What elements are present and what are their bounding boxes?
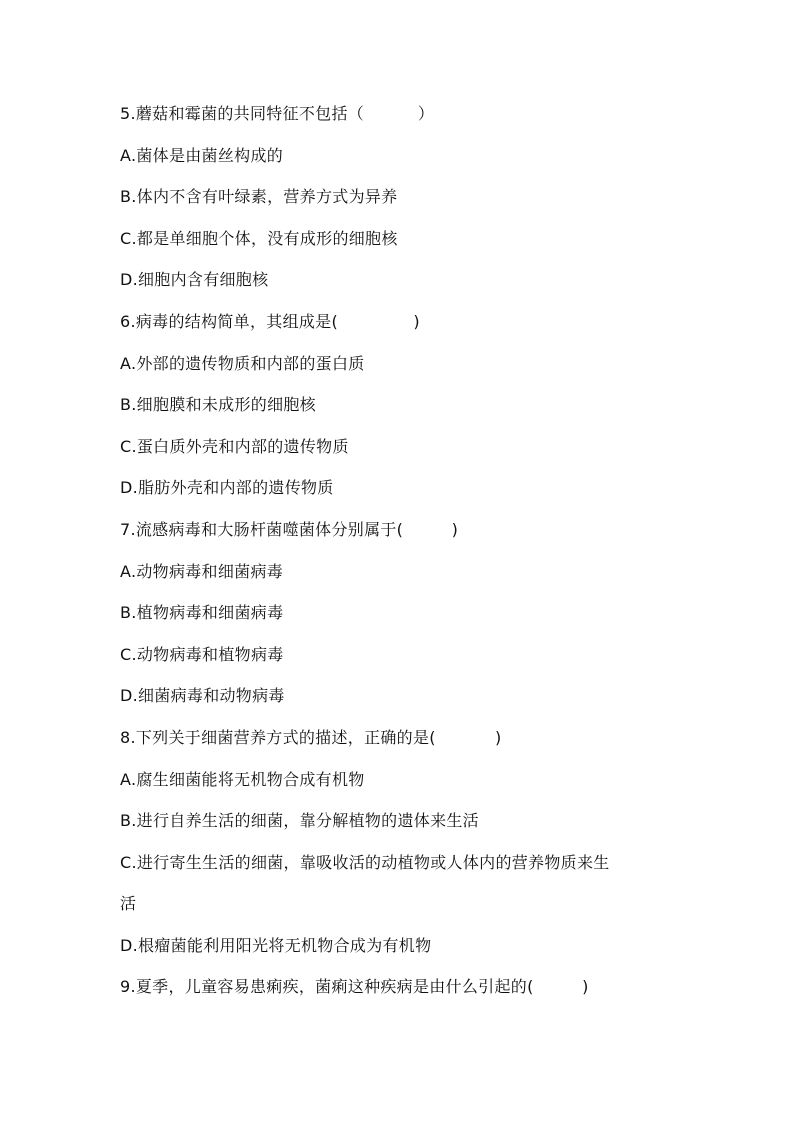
question-6-option-a: A.外部的遗传物质和内部的蛋白质 <box>120 353 365 373</box>
question-5-option-c: C.都是单细胞个体，没有成形的细胞核 <box>120 228 398 248</box>
question-6-option-d: D.脂肪外壳和内部的遗传物质 <box>120 478 334 498</box>
question-8-option-d: D.根瘤菌能利用阳光将无机物合成为有机物 <box>120 935 432 955</box>
question-9-stem: 9.夏季，儿童容易患痢疾，菌痢这种疾病是由什么引起的( ) <box>120 977 589 997</box>
question-8-option-a: A.腐生细菌能将无机物合成有机物 <box>120 769 365 789</box>
question-5-option-b: B.体内不含有叶绿素，营养方式为异养 <box>120 187 398 207</box>
question-5-option-d: D.细胞内含有细胞核 <box>120 270 269 290</box>
question-8-stem: 8.下列关于细菌营养方式的描述，正确的是( ) <box>120 727 502 747</box>
question-7-option-d: D.细菌病毒和动物病毒 <box>120 686 285 706</box>
question-7-stem: 7.流感病毒和大肠杆菌噬菌体分别属于( ) <box>120 519 459 539</box>
question-8-option-b: B.进行自养生活的细菌，靠分解植物的遗体来生活 <box>120 811 479 831</box>
question-list <box>120 104 690 1019</box>
question-7-option-a: A.动物病毒和细菌病毒 <box>120 561 284 581</box>
question-7-option-c: C.动物病毒和植物病毒 <box>120 644 284 664</box>
question-6-option-b: B.细胞膜和未成形的细胞核 <box>120 395 316 415</box>
question-7-option-b: B.植物病毒和细菌病毒 <box>120 603 284 623</box>
question-6-stem: 6.病毒的结构简单，其组成是( ) <box>120 311 420 331</box>
question-8-option-c: C.进行寄生生活的细菌，靠吸收活的动植物或人体内的营养物质来生 <box>120 852 610 872</box>
question-5-option-a: A.菌体是由菌丝构成的 <box>120 145 284 165</box>
question-8-option-c-continued: 活 <box>120 894 137 914</box>
question-6-option-c: C.蛋白质外壳和内部的遗传物质 <box>120 436 349 456</box>
question-5-stem: 5.蘑菇和霉菌的共同特征不包括（ ） <box>120 104 435 123</box>
